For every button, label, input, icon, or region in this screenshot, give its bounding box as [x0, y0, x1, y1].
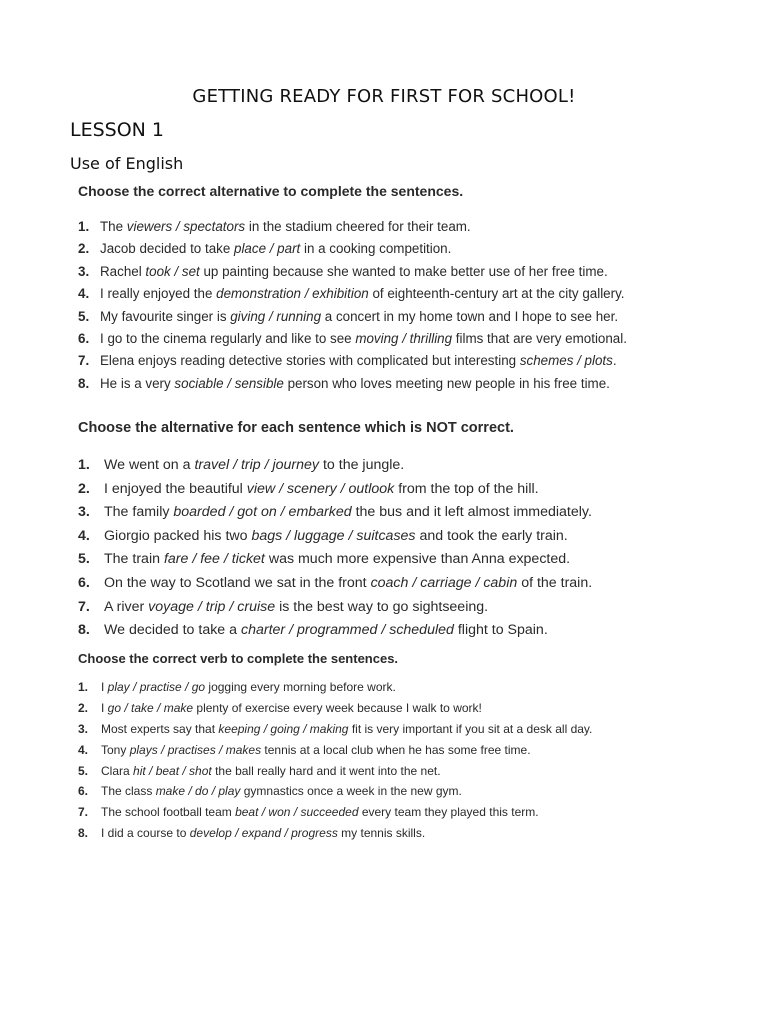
item-number: 1.	[78, 219, 90, 234]
answer-alternatives: boarded / got on / embarked	[173, 504, 352, 521]
sentence-item	[78, 350, 627, 372]
page-title: GETTING READY FOR FIRST FOR SCHOOL!	[192, 86, 576, 107]
sentence-text: plenty of exercise every week because I walk to work!	[193, 700, 482, 715]
item-number: 3.	[78, 721, 89, 736]
answer-alternatives: viewers / spectators	[126, 219, 246, 234]
sentence-item	[78, 802, 592, 823]
item-number: 8.	[78, 375, 90, 391]
item-number: 6.	[78, 330, 90, 346]
sentence-text: Giorgio packed his two	[104, 527, 252, 544]
sentence-item	[78, 328, 627, 350]
sentence-item	[78, 501, 592, 525]
sentence-item	[78, 238, 627, 260]
item-number: 2.	[78, 241, 90, 257]
sentence-item	[78, 478, 592, 502]
answer-alternatives: fare / fee / ticket	[163, 551, 265, 568]
sentence-item	[78, 761, 592, 782]
item-number: 8.	[78, 622, 90, 639]
answer-alternatives: demonstration / exhibition	[216, 286, 369, 302]
sentence-item	[78, 306, 627, 328]
answer-alternatives: charter / programmed / scheduled	[240, 622, 454, 639]
sentence-text: My favourite singer is	[100, 308, 231, 324]
exercise-instruction: Choose the correct verb to complete the sentences.	[78, 651, 399, 666]
item-number: 6.	[78, 574, 90, 591]
exercise-instruction: Choose the correct alternative to complete the sentences.	[78, 183, 464, 199]
item-number: 4.	[78, 286, 90, 302]
sentence-text: jogging every morning before work.	[205, 680, 396, 694]
sentence-text: On the way to Scotland we sat in the front	[104, 574, 371, 591]
item-number: 6.	[78, 784, 89, 799]
answer-alternatives: keeping / going / making	[218, 721, 349, 736]
sentence-item	[78, 572, 592, 596]
sentence-text: I	[101, 700, 108, 715]
sentence-text: a concert in my home town and I hope to see her.	[321, 308, 619, 324]
sentence-text: in the stadium cheered for their team.	[245, 219, 471, 234]
answer-alternatives: plays / practises / makes	[129, 742, 262, 757]
answer-alternatives: giving / running	[230, 308, 322, 324]
answer-alternatives: beat / won / succeeded	[235, 805, 359, 820]
item-number: 4.	[78, 742, 89, 757]
sentence-text: The	[100, 219, 127, 234]
sentence-item	[78, 261, 627, 283]
sentence-text: the ball really hard and it went into the net.	[211, 763, 441, 778]
item-number: 4.	[78, 527, 90, 544]
sentence-item	[78, 698, 592, 719]
item-number: 5.	[78, 763, 89, 778]
sentence-text: A river	[104, 598, 149, 615]
sentence-item	[78, 596, 592, 620]
item-number: 2.	[78, 700, 89, 715]
sentence-item	[78, 373, 627, 395]
item-number: 5.	[78, 551, 90, 568]
sentence-text: every team they played this term.	[358, 805, 539, 820]
answer-alternatives: bags / luggage / suitcases	[251, 527, 416, 544]
section-subheading: Use of English	[70, 154, 184, 173]
item-number: 3.	[78, 263, 90, 279]
sentence-text: tennis at a local club when he has some free time.	[261, 742, 531, 757]
answer-alternatives: place / part	[234, 241, 301, 257]
sentence-text: The train	[104, 551, 164, 568]
sentence-text: I	[101, 680, 108, 694]
sentence-item	[78, 525, 592, 549]
sentence-text: The family	[104, 504, 174, 521]
sentence-item	[78, 740, 592, 761]
sentence-text: I really enjoyed the	[100, 286, 217, 302]
sentence-text: is the best way to go sightseeing.	[275, 598, 489, 615]
sentence-text: Clara	[101, 763, 134, 778]
sentence-text: flight to Spain.	[453, 622, 548, 639]
sentence-text: of eighteenth-century art at the city gallery.	[368, 286, 625, 302]
sentence-text: films that are very emotional.	[452, 330, 627, 346]
sentence-text: I did a course to	[101, 826, 190, 841]
answer-alternatives: view / scenery / outlook	[246, 480, 395, 497]
sentence-item	[78, 454, 592, 478]
sentence-text: We decided to take a	[104, 622, 241, 639]
sentence-text: my tennis skills.	[337, 826, 426, 841]
sentence-text: Tony	[101, 742, 130, 757]
sentence-item	[78, 781, 592, 802]
sentence-text: The school football team	[101, 805, 236, 820]
answer-alternatives: travel / trip / journey	[194, 457, 320, 473]
sentence-text: Jacob decided to take	[100, 241, 234, 257]
item-number: 1.	[78, 680, 89, 694]
exercise-section-1	[78, 183, 627, 395]
sentence-item	[78, 677, 592, 698]
answer-alternatives: play / practise / go	[107, 680, 206, 694]
sentence-text: .	[612, 353, 617, 369]
sentence-text: fit is very important if you sit at a desk all day.	[348, 721, 593, 736]
exercise-section-2	[78, 420, 592, 643]
sentence-text: to the jungle.	[319, 457, 405, 473]
sentence-text: and took the early train.	[415, 527, 568, 544]
answer-alternatives: voyage / trip / cruise	[148, 598, 276, 615]
answer-alternatives: moving / thrilling	[355, 330, 453, 346]
sentence-text: was much more expensive than Anna expected.	[264, 551, 571, 568]
sentence-text: person who loves meeting new people in his free time.	[283, 375, 610, 391]
sentence-text: in a cooking competition.	[300, 241, 452, 257]
sentence-text: We went on a	[104, 457, 195, 473]
answer-alternatives: coach / carriage / cabin	[370, 574, 518, 591]
item-number: 7.	[78, 353, 90, 369]
item-number: 3.	[78, 504, 90, 521]
answer-alternatives: schemes / plots	[519, 353, 613, 369]
sentence-item	[78, 719, 592, 740]
sentence-item	[78, 619, 592, 643]
item-number: 7.	[78, 805, 89, 820]
sentence-item	[78, 823, 592, 844]
sentence-text: gymnastics once a week in the new gym.	[240, 784, 462, 799]
sentence-item	[78, 216, 627, 238]
exercise-list	[78, 216, 627, 395]
sentence-text: Rachel	[100, 263, 146, 279]
sentence-item	[78, 548, 592, 572]
sentence-text: I go to the cinema regularly and like to see	[100, 330, 356, 346]
exercise-list	[78, 454, 592, 643]
answer-alternatives: sociable / sensible	[174, 375, 284, 391]
exercise-instruction: Choose the alternative for each sentence which is NOT correct.	[78, 420, 514, 436]
sentence-text: the bus and it left almost immediately.	[351, 504, 592, 521]
sentence-text: He is a very	[100, 375, 175, 391]
exercise-list	[78, 677, 592, 844]
sentence-text: Elena enjoys reading detective stories with complicated but interesting	[100, 353, 520, 369]
item-number: 2.	[78, 480, 90, 497]
sentence-text: The class	[101, 784, 156, 799]
item-number: 7.	[78, 598, 90, 615]
sentence-text: up painting because she wanted to make better use of her free time.	[199, 263, 608, 279]
item-number: 8.	[78, 826, 89, 841]
sentence-text: from the top of the hill.	[394, 480, 539, 497]
sentence-text: Most experts say that	[101, 721, 219, 736]
answer-alternatives: hit / beat / shot	[133, 763, 212, 778]
sentence-text: of the train.	[517, 574, 593, 591]
item-number: 1.	[78, 457, 90, 473]
item-number: 5.	[78, 308, 90, 324]
exercise-section-3	[78, 651, 592, 844]
answer-alternatives: go / take / make	[107, 700, 194, 715]
sentence-item	[78, 283, 627, 305]
sentence-text: I enjoyed the beautiful	[104, 480, 247, 497]
lesson-heading: LESSON 1	[70, 119, 165, 141]
answer-alternatives: took / set	[145, 263, 200, 279]
answer-alternatives: develop / expand / progress	[189, 826, 338, 841]
answer-alternatives: make / do / play	[155, 784, 241, 799]
